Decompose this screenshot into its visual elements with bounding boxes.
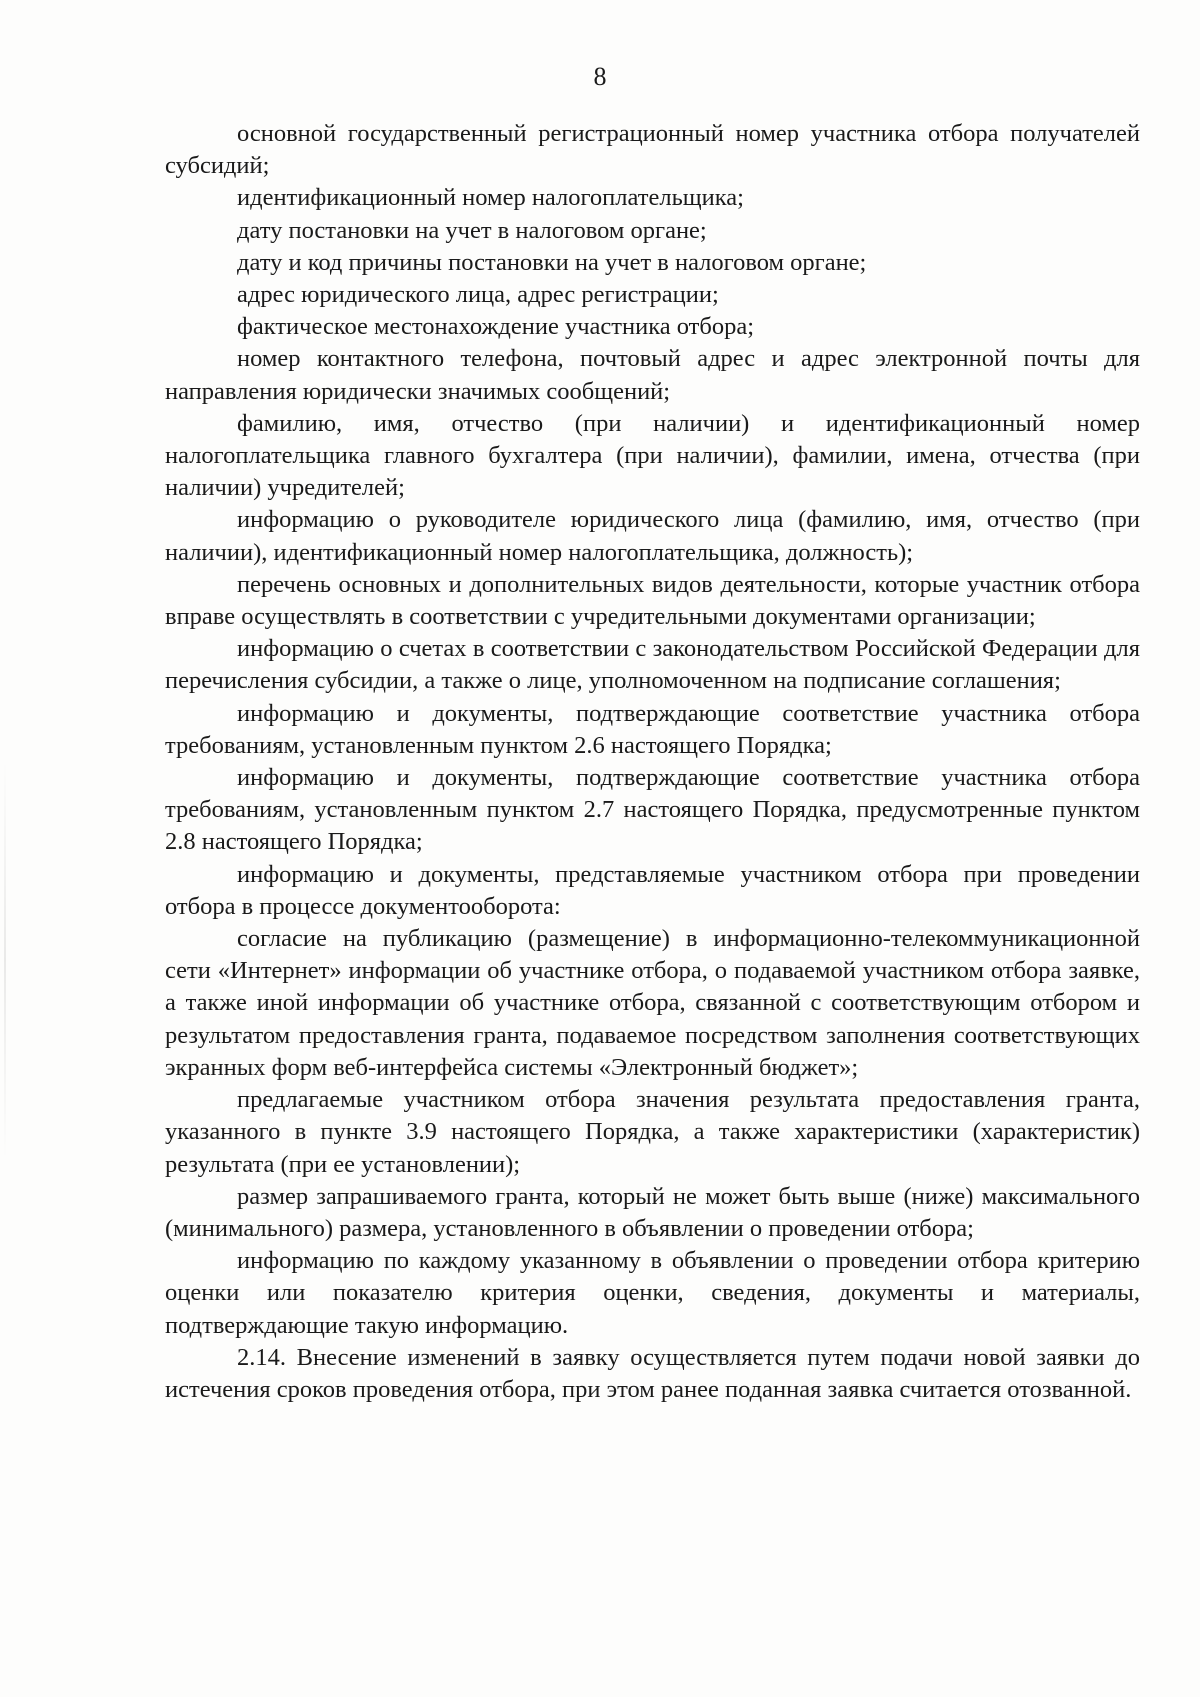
- paragraph: номер контактного телефона, почтовый адрес и адрес электронной почты для направления юридически значимых сообщений;: [165, 345, 1140, 405]
- paragraph: основной государственный регистрационный номер участника отбора получателей субсидий;: [165, 120, 1140, 180]
- paragraph: информацию о руководителе юридического лица (фамилию, имя, отчество (при наличии), идентификационный номер налогоплательщика, должность);: [165, 506, 1140, 566]
- paragraph: дату постановки на учет в налоговом органе;: [237, 216, 707, 244]
- paragraph: дату и код причины постановки на учет в налоговом органе;: [237, 248, 867, 276]
- paragraph: фактическое местонахождение участника отбора;: [237, 313, 755, 341]
- paragraph: информацию и документы, подтверждающие соответствие участника отбора требованиям, установленным пунктом 2.6 настоящего Порядка;: [165, 699, 1140, 759]
- paragraph: перечень основных и дополнительных видов деятельности, которые участник отбора вправе осуществлять в соответствии с учредительными документами организации;: [165, 570, 1140, 631]
- paragraph: предлагаемые участником отбора значения результата предоставления гранта, указанного в пункте 3.9 настоящего Порядка, а также характеристики (характеристик) результата (при ее установлении);: [165, 1086, 1140, 1178]
- paragraph: информацию и документы, подтверждающие соответствие участника отбора требованиям, установленным пунктом 2.7 настоящего Порядка, предусмотренные пунктом 2.8 настоящего Порядка;: [165, 764, 1140, 856]
- paragraph: информацию по каждому указанному в объявлении о проведении отбора критерию оценки или показателю критерия оценки, сведения, документы и материалы, подтверждающие такую информацию.: [165, 1247, 1140, 1339]
- page-number: 8: [593, 62, 607, 91]
- paragraph: 2.14. Внесение изменений в заявку осуществляется путем подачи новой заявки до истечения сроков проведения отбора, при этом ранее поданная заявка считается отозванной.: [165, 1343, 1140, 1403]
- scan-edge-shadow: [4, 760, 6, 1160]
- paragraph: размер запрашиваемого гранта, который не может быть выше (ниже) максимального (минимального) размера, установленного в объявлении о проведении отбора;: [165, 1182, 1140, 1242]
- paragraph: информацию и документы, представляемые участником отбора при проведении отбора в процессе документооборота:: [165, 860, 1140, 920]
- paragraph: идентификационный номер налогоплательщика;: [237, 184, 744, 212]
- paragraph: информацию о счетах в соответствии с законодательством Российской Федерации для перечисления субсидии, а также о лице, уполномоченном на подписание соглашения;: [165, 635, 1140, 695]
- paragraph: адрес юридического лица, адрес регистрации;: [237, 281, 719, 309]
- paragraph: фамилию, имя, отчество (при наличии) и идентификационный номер налогоплательщика главного бухгалтера (при наличии), фамилии, имена, отчества (при наличии) учредителей;: [165, 409, 1140, 502]
- paragraph: согласие на публикацию (размещение) в информационно-телекоммуникационной сети «Интернет» информации об участнике отбора, о подаваемой участником отбора заявке, а также иной информации об участнике отбора, связанной с соответствующим отбором и результатом предоставления гранта, подаваемое посредством заполнения соответствующих экранных форм веб-интерфейса системы «Электронный бюджет»;: [165, 925, 1140, 1081]
- document-body: [165, 118, 1140, 1406]
